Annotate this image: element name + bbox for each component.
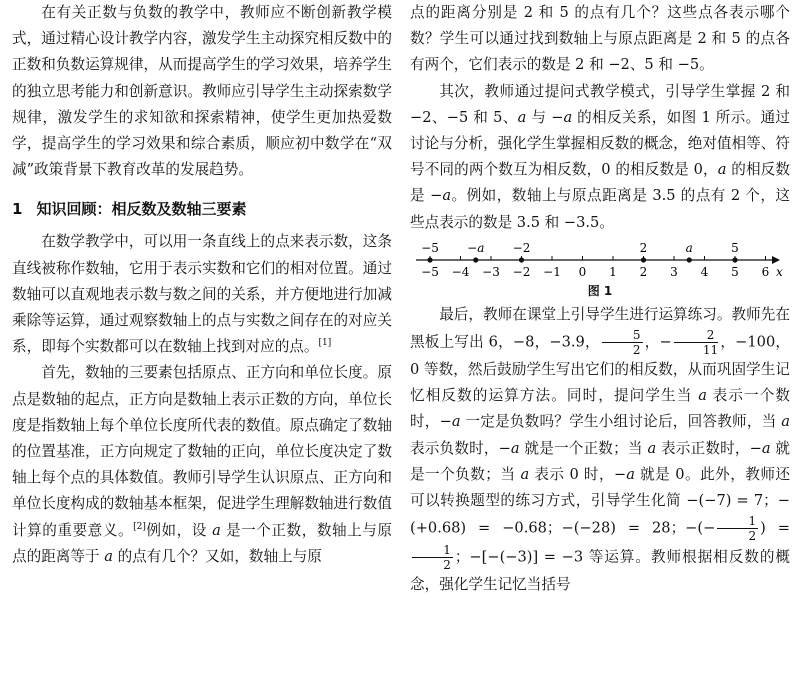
- section-title: 知识回顾：相反数及数轴三要素: [36, 200, 247, 219]
- tick-label: 3: [670, 264, 678, 279]
- point-label: −2: [512, 240, 531, 255]
- numerator: 1: [717, 514, 758, 529]
- variable: a: [104, 547, 113, 565]
- paragraph-text: 的点有几个？又如，数轴上与原: [117, 547, 322, 565]
- section-number: 1: [12, 200, 23, 219]
- paragraph-text: 一定是负数吗？学生小组讨论后，回答教师，当: [465, 413, 777, 431]
- variable: a: [563, 108, 573, 126]
- citation-ref: [2]: [133, 521, 146, 532]
- fraction: [674, 328, 718, 357]
- paragraph-text: 在数学教学中，可以用一条直线上的点来表示数，这条直线被称作数轴，它用于表示实数和它们的相对位置。通过数轴可以直观地表示数与数之间的关系，并方便地进行加减乘除等运算，通过观察数轴上的点与实数之间存在的对应关系，即每个实数都可以在数轴上找到对应的点。: [12, 233, 392, 356]
- paragraph-text: 首先，数轴的三要素包括原点、正方向和单位长度。原点是数轴的起点，正方向是数轴上表示正数的方向，单位长度是指数轴上每个单位长度所代表的数值。原点确定了数轴的位置基准，正方向规定了数轴的正向，单位长度决定了数轴上每个点的具体数值。教师引导学生认识原点、正方向和单位长度构成的数轴基本框架，促进学生理解数轴进行数值计算的重要意义。: [12, 364, 392, 539]
- paragraph-text: 表示一个数时，−: [410, 387, 790, 431]
- tick-label: −5: [421, 264, 439, 279]
- fraction: [602, 328, 643, 357]
- numerator: 5: [602, 328, 643, 343]
- opposite-numbers-paragraph: [410, 79, 790, 236]
- paragraph-text: 的相反关系，如图 1 所示。通过讨论与分析，强化学生掌握相反数的概念，绝对值相等、符号不同的两个数互为相反数，0 的相反数是 0，: [410, 108, 790, 179]
- paragraph-text: ) =: [760, 519, 791, 537]
- point-label: 2: [639, 240, 648, 255]
- paragraph-text: 就是一个正数；当: [524, 439, 643, 457]
- point-label: −5: [421, 240, 439, 255]
- paragraph-text: 。例如，数轴上与原点距离是 3.5 的点有 2 个，这些点表示的数是 3.5 和 −3.5。: [410, 187, 790, 231]
- numerator: 1: [412, 543, 453, 558]
- variable: a: [717, 161, 727, 179]
- intro-paragraph: 在有关正数与负数的教学中，教师应不断创新教学模式，通过精心设计教学内容，激发学生主动探究相反数中的正数和负数运算规律，从而提高学生的学习效果，培养学生的独立思考能力和创新意识。教师应引导学生主动探索数学规律，激发学生的求知欲和探索精神，使学生更加热爱数学，提高学生的学习效果和综合素质，顺应初中数学在“双减”政策背景下教育改革的发展趋势。: [12, 4, 392, 179]
- denominator: 2: [748, 529, 757, 544]
- paragraph-text: 表示负数时，−: [410, 439, 511, 457]
- right-column: [410, 0, 790, 598]
- denominator: 11: [702, 343, 719, 358]
- citation-ref: [1]: [318, 338, 332, 349]
- point-label: a: [685, 240, 693, 255]
- tick-label: 5: [731, 264, 739, 279]
- tick-label: −3: [482, 264, 500, 279]
- variable: a: [781, 413, 790, 431]
- paragraph-text: ；−[−(−3)] = −3 等运算。教师根据相反数的概念，强化学生记忆当括号: [410, 548, 790, 594]
- marked-point: [641, 257, 646, 262]
- variable: a: [451, 413, 461, 431]
- numberline-definition-paragraph: [12, 229, 392, 360]
- continued-paragraph: 点的距离分别是 2 和 5 的点有几个？这些点各表示哪个数？学生可以通过找到数轴上与原点距离是 2 和 5 的点各有两个，它们表示的数是 2 和 −2、5 和 −5。: [410, 4, 790, 74]
- number-line-figure: [410, 238, 790, 282]
- tick-label: 1: [609, 264, 617, 279]
- tick-label: −1: [543, 264, 561, 279]
- paragraph-text: ，−: [644, 333, 672, 351]
- variable: a: [510, 439, 520, 457]
- paragraph-text: 就是一个负数；当: [410, 439, 791, 483]
- paragraph-text: 就是 0。此外，教师还可以转换题型的练习方式，引导学生化简 −(−7) = 7；−(+0.68) = −0.68；−(−28) = 28；−(−: [410, 465, 790, 537]
- marked-point: [519, 257, 524, 262]
- tick-label: −2: [512, 264, 531, 279]
- variable: a: [517, 108, 527, 126]
- paragraph-text: 表示 0 时，−: [534, 465, 627, 483]
- figure-caption: 图 1: [587, 283, 613, 298]
- paragraph-text: 表示正数时，−: [661, 439, 762, 457]
- denominator: 2: [443, 558, 451, 573]
- marked-point: [427, 257, 432, 262]
- paragraph-text: 其次，教师通过提问式教学模式，引导学生掌握 2 和 −2、−5 和 5、: [410, 82, 790, 126]
- paragraph-text: 是一个正数，数轴上与原点的距离等于: [12, 521, 392, 565]
- section-heading: [12, 195, 392, 223]
- paragraph-text: 例如，设: [145, 521, 207, 539]
- paragraph-text: ，−100，0 等数，然后鼓励学生写出它们的相反数，从而巩固学生记忆相反数的运算方法。同时，提问学生当: [410, 333, 790, 405]
- tick-label: −4: [451, 264, 470, 279]
- tick-label: 0: [578, 264, 587, 279]
- point-label: 5: [731, 240, 739, 255]
- tick-label: 4: [700, 264, 709, 279]
- tick-label: 2: [639, 264, 648, 279]
- three-elements-paragraph: [12, 360, 392, 570]
- axis-variable-label: x: [776, 264, 783, 279]
- marked-point: [473, 257, 478, 262]
- variable: a: [698, 387, 707, 405]
- variable: a: [520, 465, 530, 483]
- fraction: [412, 543, 453, 572]
- left-column: [12, 0, 392, 570]
- variable: a: [647, 439, 657, 457]
- fraction: [717, 514, 758, 543]
- paragraph-text: 最后，教师在课堂上引导学生进行运算练习。教师先在黑板上写出 6，−8，−3.9，: [410, 305, 790, 351]
- variable: a: [761, 439, 771, 457]
- variable: a: [212, 521, 221, 539]
- exercise-paragraph: [410, 302, 790, 599]
- marked-point: [687, 257, 692, 262]
- paragraph-text: 的相反数是 −: [410, 161, 790, 205]
- variable: a: [442, 187, 452, 205]
- paragraph-text: 与 −: [531, 108, 564, 126]
- point-label: −a: [467, 240, 485, 255]
- axis-arrow: [772, 256, 780, 264]
- numerator: 2: [674, 328, 718, 343]
- denominator: 2: [632, 343, 641, 358]
- variable: a: [626, 465, 635, 483]
- marked-point: [732, 257, 737, 262]
- tick-label: 6: [761, 264, 770, 279]
